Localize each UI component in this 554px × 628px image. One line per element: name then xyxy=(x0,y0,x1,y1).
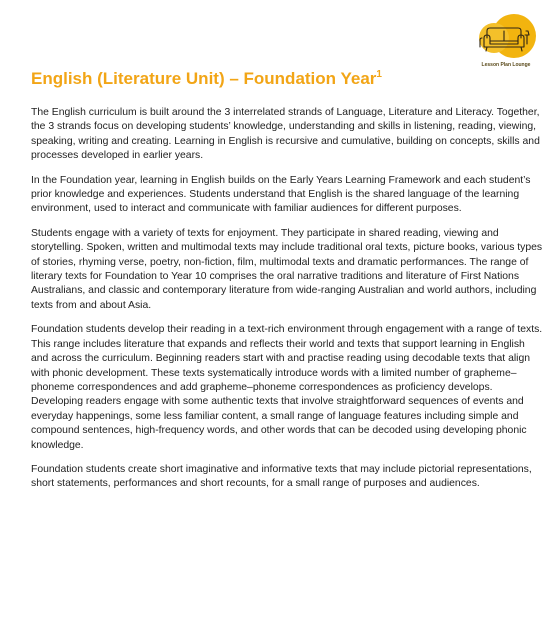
paragraph: Students engage with a variety of texts for enjoyment. They participate in shared reading, viewing and storytelling. Spoken, written and multimodal texts may include traditional oral texts, picture books, various types of stories, rhyming verse, poetry, non-fiction, film, multimodal texts and dramatic performances. The range of literary texts for Foundation to Year 10 comprises the oral narrative traditions and literature of First Nations Australians, and classic and contemporary literature from wide-ranging Australian and world authors, including texts from and about Asia. xyxy=(31,227,543,311)
title-footnote: 1 xyxy=(376,69,382,80)
paragraph: The English curriculum is built around the 3 interrelated strands of Language, Literature and Literacy. Together, the 3 strands focus on developing students’ knowledge, understanding and skills in listening, reading, viewing, speaking, writing and creating. Learning in English is recursive and cumulative, building on concepts, skills and processes developed in earlier years. xyxy=(31,107,540,162)
body-text xyxy=(31,106,543,502)
paragraph: Foundation students create short imaginative and informative texts that may include pictorial representations, short statements, performances and short recounts, for a small range of purposes and audiences. xyxy=(31,463,532,490)
paragraph: In the Foundation year, learning in English builds on the Early Years Learning Framework and each student’s prior knowledge and experiences. Students understand that English is the shared language of the learning environment, used to interact and communicate with familiar audiences for different purposes. xyxy=(31,174,531,215)
paragraph: Foundation students develop their reading in a text-rich environment through engagement with a range of texts. This range includes literature that expands and reflects their world and texts that support learning in English and across the curriculum. Beginning readers start with and practise reading using decodable texts that align with phonic development. These texts systematically introduce words with a limited number of grapheme–phoneme correspondences and add grapheme–phoneme correspondences as proficiency develops. Developing readers engage with some authentic texts that involve straightforward sequences of events and everyday happenings, some less familiar content, a small range of language features including simple and compound sentences, high-frequency words, and other words that can be decoded using developing phonic knowledge. xyxy=(31,324,543,451)
logo xyxy=(470,14,542,74)
page-title xyxy=(31,69,382,89)
sofa-icon xyxy=(470,14,542,62)
title-text: English (Literature Unit) – Foundation Year xyxy=(31,69,377,88)
logo-text: Lesson Plan Lounge xyxy=(481,62,531,68)
